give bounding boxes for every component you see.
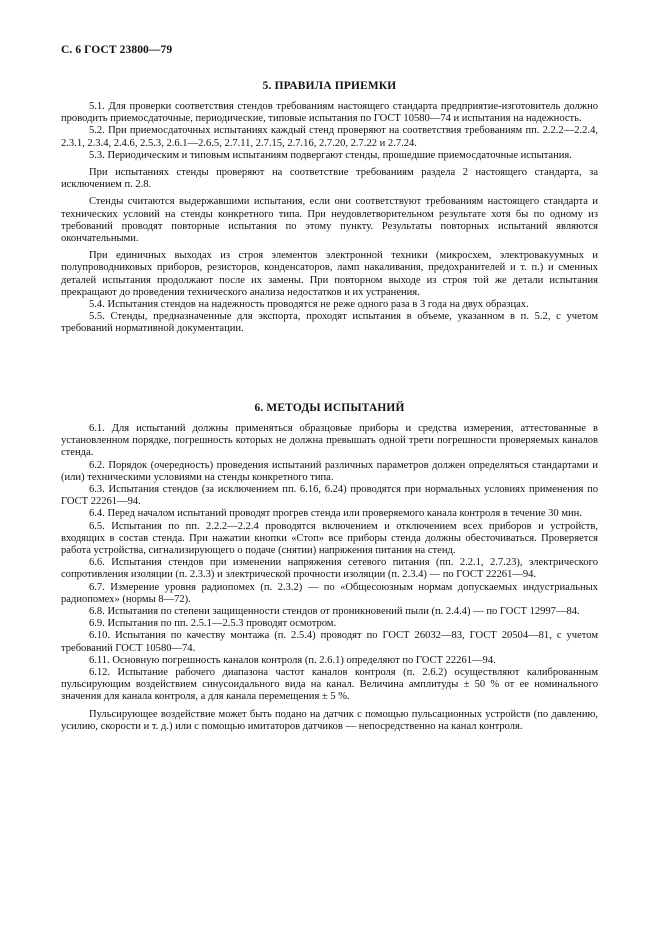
section-title: 6. МЕТОДЫ ИСПЫТАНИЙ: [254, 402, 405, 414]
paragraph: 5.1. Для проверки соответствия стендов требованиям настоящего стандарта предприятие-изготовитель должно проводить приемосдаточные, периодические, типовые испытания по ГОСТ 10580—74 и испытания на надежность.: [61, 101, 598, 125]
paragraph: При испытаниях стенды проверяют на соответствие требованиям раздела 2 настоящего стандарта, за исключением п. 2.8.: [61, 167, 598, 191]
paragraph: 6.8. Испытания по степени защищенности стендов от проникновений пыли (п. 2.4.4) — по ГОСТ 12997—84.: [89, 606, 580, 618]
paragraph: 6.10. Испытания по качеству монтажа (п. 2.5.4) проводят по ГОСТ 26032—83, ГОСТ 20504—81, с учетом требований ГОСТ 10580—74.: [61, 630, 598, 654]
section-title: 5. ПРАВИЛА ПРИЕМКИ: [262, 80, 397, 92]
paragraph: 5.2. При приемосдаточных испытаниях каждый стенд проверяют на соответствия требованиям пп. 2.2.2—2.2.4, 2.3.1, 2.3.4, 2.4.6, 2.5.3, 2.6.1—2.6.5, 2.7.11, 2.7.15, 2.7.16, 2.7.20, 2.7.22 и 2.7.24.: [61, 125, 598, 149]
paragraph: 5.4. Испытания стендов на надежность проводятся не реже одного раза в 3 года на двух образцах.: [89, 299, 529, 311]
paragraph: Стенды считаются выдержавшими испытания, если они соответствуют требованиям настоящего стандарта и технических условий на стенды конкретного типа. При неудовлетворительном результате хотя бы по одному из требований проводят повторные испытания по этому пункту. Результаты повторных испытаний являются окончательными.: [61, 196, 598, 245]
paragraph: 6.3. Испытания стендов (за исключением пп. 6.16, 6.24) проводятся при нормальных условиях применения по ГОСТ 22261—94.: [61, 484, 598, 508]
paragraph: При единичных выходах из строя элементов электронной техники (микросхем, электровакуумных и полупроводниковых приборов, резисторов, конденсаторов, ламп накаливания, предохранителей и т. п.) и сменных деталей испытания продолжают после их замены. При повторном выходе из строя той же детали испытания прекращают до проведения технического анализа недостатков и их устранения.: [61, 250, 598, 298]
paragraph: 6.9. Испытания по пп. 2.5.1—2.5.3 проводят осмотром.: [89, 618, 337, 630]
paragraph: Пульсирующее воздействие может быть подано на датчик с помощью пульсационных устройств (по давлению, усилию, скорости и т. д.) или с помощью имитаторов датчиков — непосредственно на канал контроля.: [61, 708, 598, 732]
paragraph: 6.2. Порядок (очередность) проведения испытаний различных параметров должен определяться стандартами и (или) техническими условиями на стенды конкретного типа.: [61, 459, 598, 483]
paragraph: 6.4. Перед началом испытаний проводят прогрев стенда или проверяемого канала контроля в течение 30 мин.: [89, 508, 582, 520]
paragraph: 6.7. Измерение уровня радиопомех (п. 2.3.2) — по «Общесоюзным нормам допускаемых индустриальных радиопомех» (нормы 8—72).: [61, 581, 598, 605]
page-header: С. 6 ГОСТ 23800—79: [61, 44, 173, 56]
paragraph: 6.6. Испытания стендов при изменении напряжения сетевого питания (пп. 2.2.1, 2.7.23), электрического сопротивления изоляции (п. 2.3.3) и электрической прочности изоляции (п. 2.3.4) — по ГОСТ 22261—94.: [61, 557, 598, 581]
section-test-methods: [61, 402, 598, 733]
paragraph: 5.3. Периодическим и типовым испытаниям подвергают стенды, прошедшие приемосдаточные испытания.: [89, 149, 572, 161]
paragraph: 6.1. Для испытаний должны применяться образцовые приборы и средства измерения, аттестованные в установленном порядке, погрешность которых не должна превышать одной трети погрешности проверяемых каналов стенда.: [61, 423, 598, 459]
section-acceptance-rules: [61, 80, 598, 336]
paragraph: 6.11. Основную погрешность каналов контроля (п. 2.6.1) определяют по ГОСТ 22261—94.: [89, 654, 496, 666]
paragraph: 6.12. Испытание рабочего диапазона частот каналов контроля (п. 2.6.2) осуществляют калиброванным пульсирующим воздействием синусоидального вида на канал. Величина амплитуды ± 50 % от ее номинального значения для канала контроля, а для канала перемещения ± 5 %.: [61, 667, 598, 703]
paragraph: 6.5. Испытания по пп. 2.2.2—2.2.4 проводятся включением и отключением всех приборов и устройств, входящих в состав стенда. При нажатии кнопки «Стоп» все приборы стенда должны обесточиваться. Проверяется работа устройства, сигнализирующего о подаче (снятии) напряжения питания на стенд.: [61, 520, 598, 557]
paragraph: 5.5. Стенды, предназначенные для экспорта, проходят испытания в объеме, указанном в п. 5.2, с учетом требований нормативной документации.: [61, 311, 598, 335]
